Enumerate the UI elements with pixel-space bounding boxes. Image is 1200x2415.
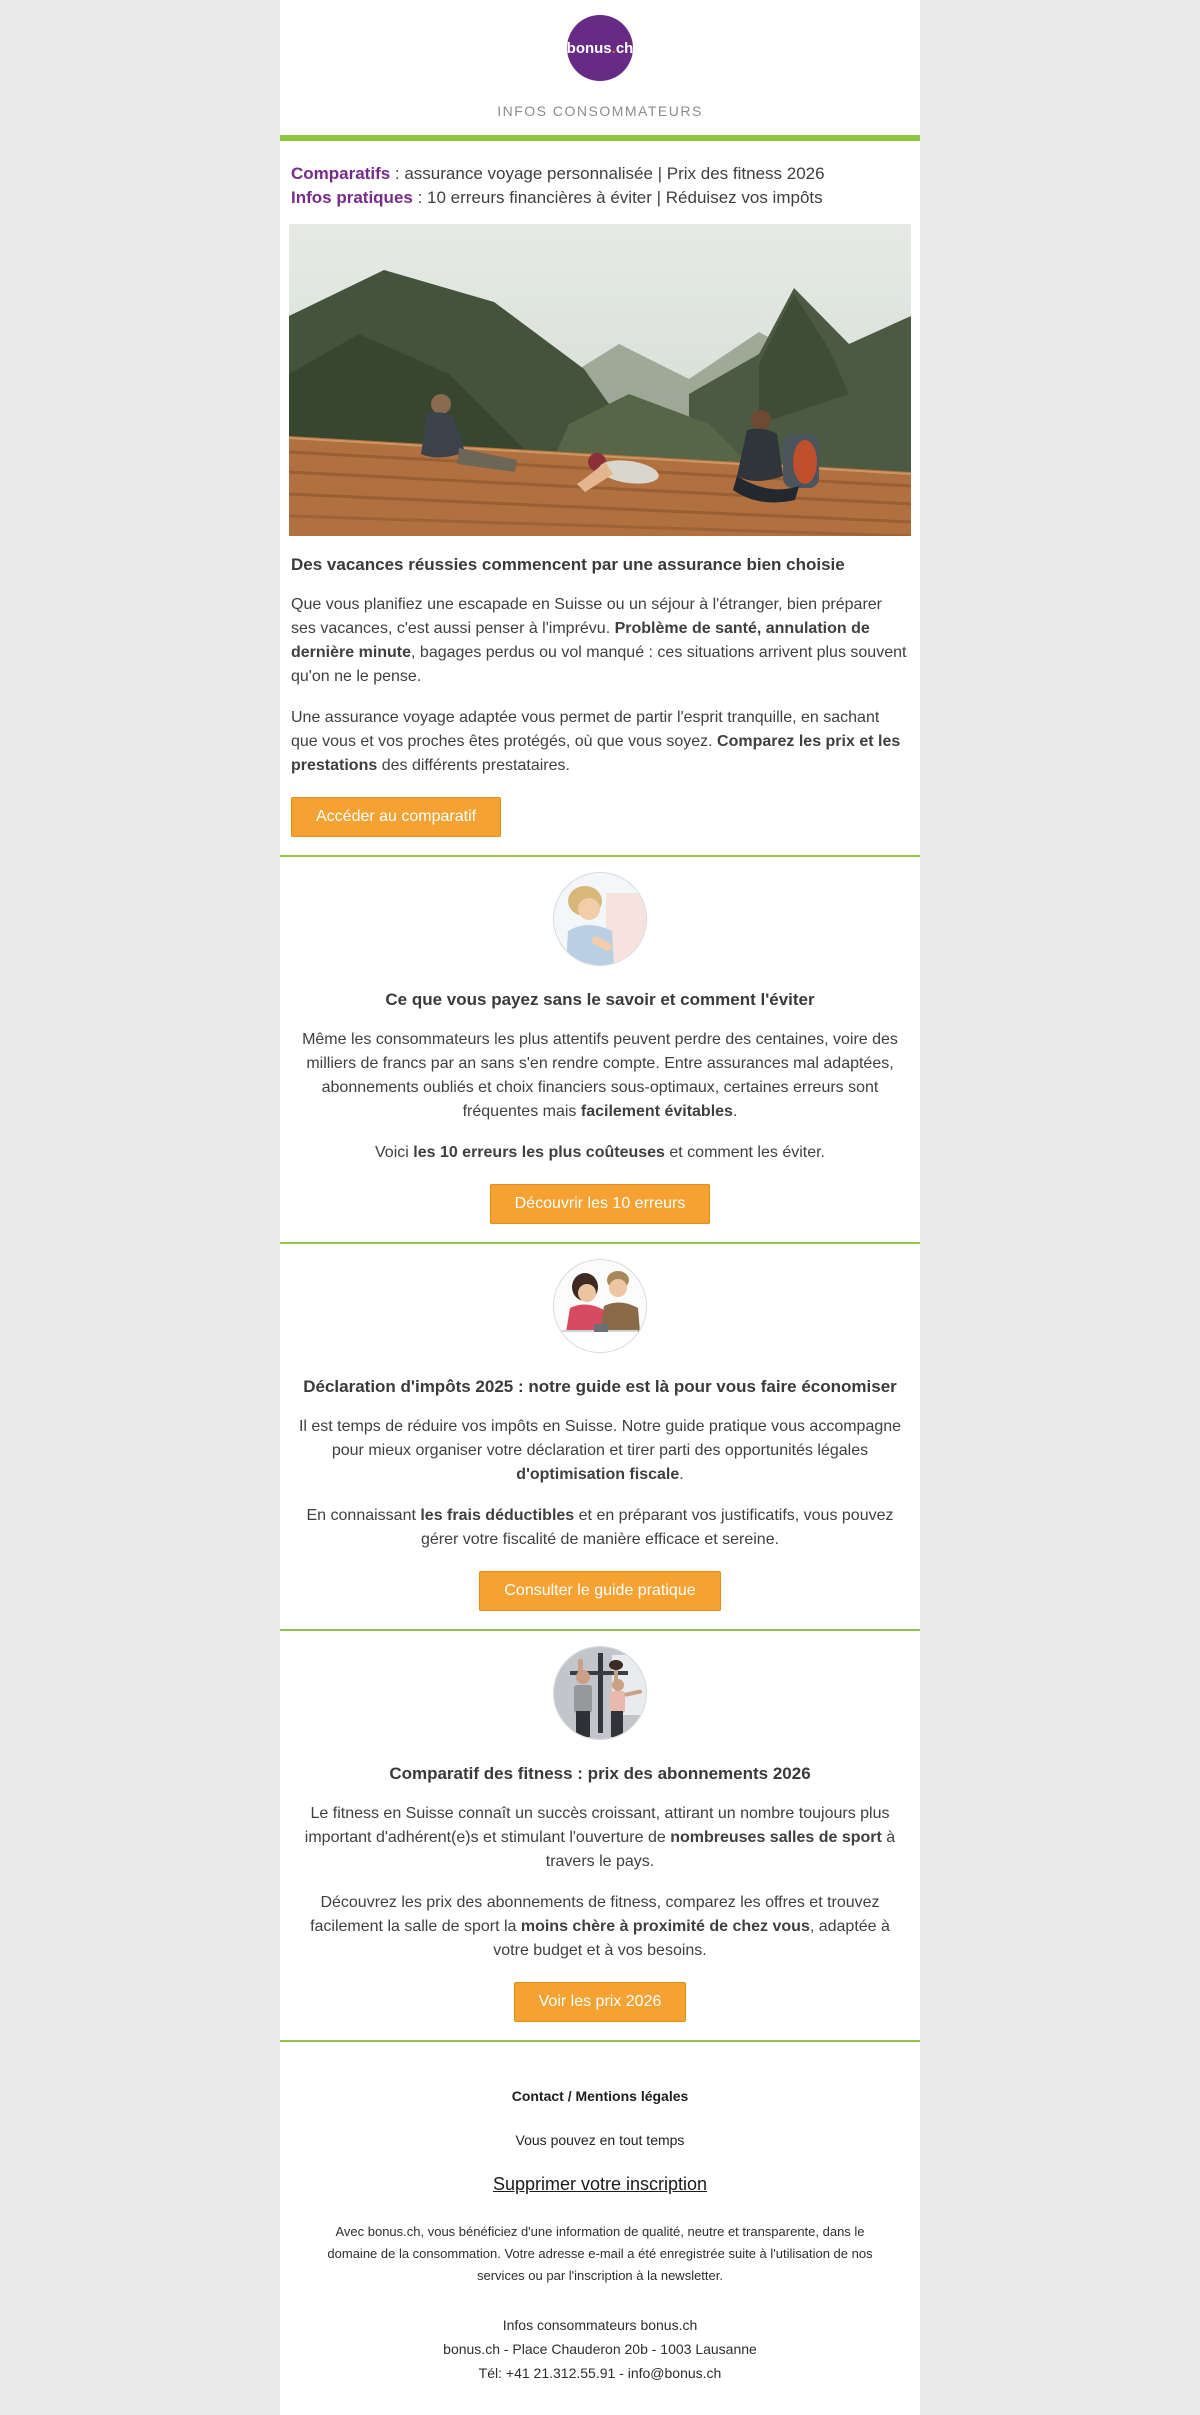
section-title: Comparatif des fitness : prix des abonnements 2026 bbox=[389, 1764, 811, 1783]
bonusch-logo[interactable] bbox=[567, 15, 633, 81]
section-paragraph: Que vous planifiez une escapade en Suisse ou un séjour à l'étranger, bien préparer ses vacances, c'est aussi penser à l'imprévu. Problème de santé, annulation de dernière minute, bagages perdus ou vol manqué : ces situations arrivent plus souvent qu'on ne le pense. bbox=[291, 596, 907, 685]
section-paragraph: Même les consommateurs les plus attentifs peuvent perdre des centaines, voire des milliers de francs par an sans s'en rendre compte. Entre assurances mal adaptées, abonnements oubliés et choix financiers sous-optimaux, certaines erreurs sont fréquentes mais facilement évitables. bbox=[302, 1031, 898, 1120]
footer-address: bonus.ch - Place Chauderon 20b - 1003 Lausanne bbox=[443, 2341, 757, 2357]
footer-contact-block bbox=[320, 2313, 880, 2385]
section-paragraph: Il est temps de réduire vos impôts en Suisse. Notre guide pratique vous accompagne pour mieux organiser votre déclaration et tirer parti des opportunités légales d'optimisation fiscale. bbox=[298, 1418, 902, 1483]
newsletter-header bbox=[280, 0, 920, 141]
hero-image bbox=[280, 210, 920, 536]
travelers-mountain-photo bbox=[289, 224, 911, 536]
section-paragraph: Le fitness en Suisse connaît un succès croissant, attirant un nombre toujours plus important d'adhérent(e)s et stimulant l'ouverture de nombreuses salles de sport à travers le pays. bbox=[304, 1805, 896, 1870]
footer-heading: Contact / Mentions légales bbox=[511, 2088, 689, 2104]
logo-dot: . bbox=[611, 39, 616, 57]
issue-summary bbox=[280, 141, 920, 210]
footer-org-name: Infos consommateurs bonus.ch bbox=[502, 2317, 698, 2333]
footer-divider bbox=[280, 2040, 920, 2042]
section-title: Déclaration d'impôts 2025 : notre guide est là pour vous faire économiser bbox=[303, 1377, 897, 1396]
section-10-erreurs bbox=[280, 857, 920, 1224]
section-paragraph: Une assurance voyage adaptée vous permet de partir l'esprit tranquille, en sachant que vous et vos proches êtes protégés, où que vous soyez. Comparez les prix et les prestations des différents prestataires. bbox=[291, 709, 901, 774]
section-paragraph: Découvrez les prix des abonnements de fitness, comparez les offres et trouvez facilement la salle de sport la moins chère à proximité de chez vous, adaptée à votre budget et à vos besoins. bbox=[310, 1894, 890, 1959]
voir-prix-button[interactable]: Voir les prix 2026 bbox=[514, 1982, 687, 2022]
footer-legal-text: Avec bonus.ch, vous bénéficiez d'une information de qualité, neutre et transparente, dans le domaine de la consommation. Votre adresse e-mail a été enregistrée suite à l'utilisation de nos services ou par l'inscription à la newsletter. bbox=[327, 2224, 873, 2283]
newsletter-body bbox=[280, 0, 920, 2415]
logo-text: bonus.ch bbox=[566, 39, 634, 57]
woman-pointing-illustration bbox=[554, 873, 646, 965]
gym-workout-photo bbox=[553, 1646, 647, 1740]
tax-couple-illustration bbox=[554, 1260, 646, 1352]
footer-phone-email: Tél: +41 21.312.55.91 - info@bonus.ch bbox=[478, 2365, 722, 2381]
section-avatar bbox=[291, 1244, 909, 1358]
footer-unsubscribe-intro: Vous pouvez en tout temps bbox=[515, 2132, 685, 2148]
section-assurance-voyage bbox=[280, 554, 920, 837]
section-impots bbox=[280, 1244, 920, 1611]
newsletter-footer bbox=[280, 2088, 920, 2385]
woman-pointing-photo bbox=[553, 872, 647, 966]
summary-line-comparatifs: Comparatifs : assurance voyage personnalisée | Prix des fitness 2026 bbox=[291, 164, 825, 183]
unsubscribe-link[interactable]: Supprimer votre inscription bbox=[492, 2174, 708, 2194]
consulter-guide-button[interactable]: Consulter le guide pratique bbox=[479, 1571, 720, 1611]
summary-line-infos-pratiques: Infos pratiques : 10 erreurs financières à éviter | Réduisez vos impôts bbox=[291, 188, 823, 207]
section-paragraph: Voici les 10 erreurs les plus coûteuses et comment les éviter. bbox=[375, 1144, 825, 1161]
gym-workout-illustration bbox=[554, 1647, 646, 1739]
section-title: Des vacances réussies commencent par une assurance bien choisie bbox=[291, 555, 845, 574]
decouvrir-erreurs-button[interactable]: Découvrir les 10 erreurs bbox=[490, 1184, 711, 1224]
section-avatar bbox=[291, 1631, 909, 1745]
section-title: Ce que vous payez sans le savoir et comment l'éviter bbox=[385, 990, 815, 1009]
newsletter-tagline: INFOS CONSOMMATEURS bbox=[497, 103, 703, 119]
tax-couple-photo bbox=[553, 1259, 647, 1353]
section-paragraph: En connaissant les frais déductibles et en préparant vos justificatifs, vous pouvez gérer votre fiscalité de manière efficace et sereine. bbox=[306, 1507, 894, 1548]
acceder-comparatif-button[interactable]: Accéder au comparatif bbox=[291, 797, 501, 837]
section-avatar bbox=[291, 857, 909, 971]
section-fitness bbox=[280, 1631, 920, 2022]
